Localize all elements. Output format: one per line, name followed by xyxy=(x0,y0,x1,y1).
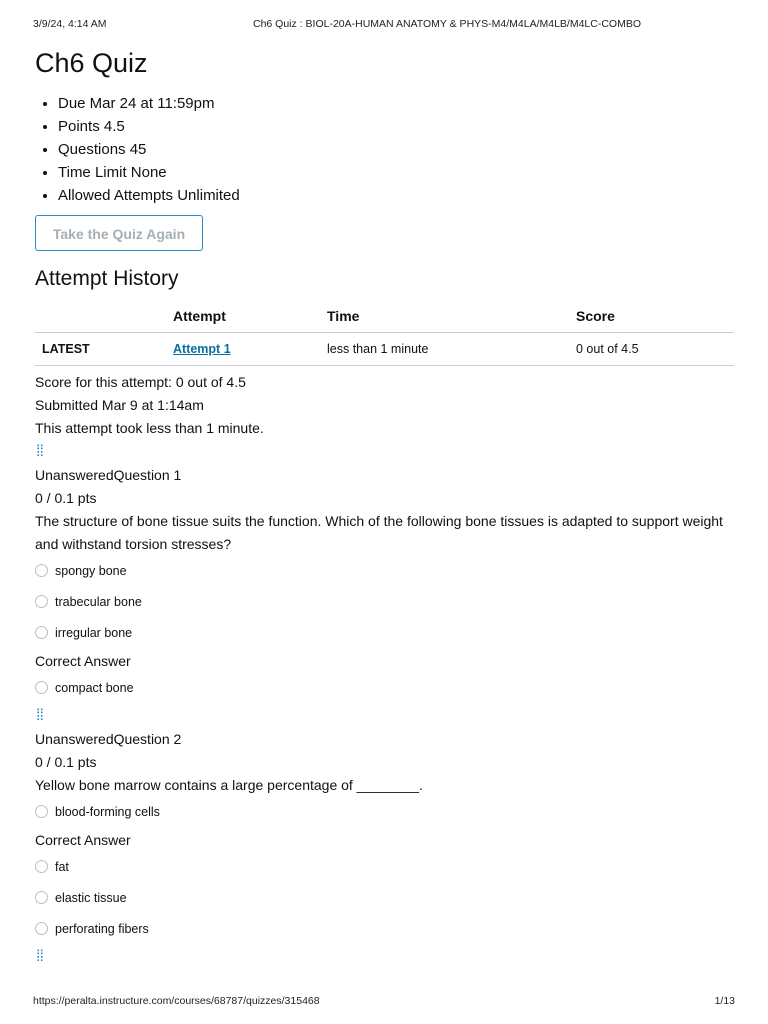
answer-label: irregular bone xyxy=(55,626,133,641)
attempt-score-text: Score for this attempt: 0 out of 4.5 xyxy=(35,374,246,390)
question-1 xyxy=(35,464,735,704)
answer-option[interactable] xyxy=(35,587,735,618)
radio-button-icon[interactable] xyxy=(35,891,48,904)
radio-button-icon[interactable] xyxy=(35,626,48,639)
header-time: Time xyxy=(327,300,576,333)
question-header: UnansweredQuestion 1 xyxy=(35,467,182,483)
radio-button-icon[interactable] xyxy=(35,922,48,935)
score-cell: 0 out of 4.5 xyxy=(576,333,734,366)
correct-answer-label: Correct Answer xyxy=(35,832,131,848)
answer-option[interactable] xyxy=(35,556,735,587)
quiz-details-list xyxy=(35,92,735,207)
answer-label: spongy bone xyxy=(55,564,127,579)
quiz-title: Ch6 Quiz xyxy=(35,48,148,78)
answer-label: fat xyxy=(55,860,69,875)
correct-answer-option[interactable] xyxy=(35,852,735,883)
print-page-number: 1/13 xyxy=(714,995,735,1007)
attempt-history-title: Attempt History xyxy=(35,267,179,290)
table-row xyxy=(35,333,734,366)
answer-label: elastic tissue xyxy=(55,891,127,906)
answer-option[interactable] xyxy=(35,914,735,945)
quiz-detail-attempts: • Allowed Attempts Unlimited xyxy=(58,184,735,207)
header-attempt: Attempt xyxy=(173,300,327,333)
radio-button-icon[interactable] xyxy=(35,595,48,608)
question-header: UnansweredQuestion 2 xyxy=(35,731,182,747)
quiz-detail-points: • Points 4.5 xyxy=(58,115,735,138)
correct-answer-option[interactable] xyxy=(35,673,735,704)
header-score: Score xyxy=(576,300,734,333)
print-datetime: 3/9/24, 4:14 AM xyxy=(33,18,107,30)
attempt-1-link[interactable]: Attempt 1 xyxy=(173,342,231,356)
print-header xyxy=(33,18,735,32)
quiz-detail-questions: • Questions 45 xyxy=(58,138,735,161)
answer-label: compact bone xyxy=(55,681,134,696)
quiz-content xyxy=(35,44,735,969)
take-quiz-again-button[interactable]: Take the Quiz Again xyxy=(35,215,203,251)
answer-option[interactable] xyxy=(35,797,735,828)
question-text: The structure of bone tissue suits the function. Which of the following bone tissues is adapted to support weight and withstand torsion stresses? xyxy=(35,513,723,552)
question-points: 0 / 0.1 pts xyxy=(35,754,97,770)
answer-list xyxy=(35,556,735,704)
answer-list xyxy=(35,797,735,945)
latest-tag: LATEST xyxy=(35,333,173,366)
attempt-submitted-text: Submitted Mar 9 at 1:14am xyxy=(35,397,204,413)
attempt-duration-text: This attempt took less than 1 minute. xyxy=(35,420,264,436)
drag-handle-icon[interactable]: ⁞⁞ xyxy=(36,948,43,965)
answer-option[interactable] xyxy=(35,883,735,914)
question-2 xyxy=(35,728,735,945)
time-cell: less than 1 minute xyxy=(327,333,576,366)
attempt-summary xyxy=(35,371,735,440)
quiz-detail-time-limit: • Time Limit None xyxy=(58,161,735,184)
print-page-title: Ch6 Quiz : BIOL-20A-HUMAN ANATOMY & PHYS-M4/M4LA/M4LB/M4LC-COMBO xyxy=(253,18,642,30)
answer-label: blood-forming cells xyxy=(55,805,160,820)
radio-button-icon[interactable] xyxy=(35,860,48,873)
quiz-detail-due: • Due Mar 24 at 11:59pm xyxy=(58,92,735,115)
drag-handle-icon[interactable]: ⁞⁞ xyxy=(36,443,43,460)
print-footer xyxy=(33,995,735,1009)
answer-label: trabecular bone xyxy=(55,595,142,610)
attempt-history-table xyxy=(35,300,734,366)
attempt-cell xyxy=(173,333,327,366)
radio-button-icon[interactable] xyxy=(35,681,48,694)
print-url: https://peralta.instructure.com/courses/68787/quizzes/315468 xyxy=(33,995,320,1007)
drag-handle-icon[interactable]: ⁞⁞ xyxy=(36,707,43,724)
question-text: Yellow bone marrow contains a large percentage of ________. xyxy=(35,777,423,793)
question-points: 0 / 0.1 pts xyxy=(35,490,97,506)
radio-button-icon[interactable] xyxy=(35,564,48,577)
correct-answer-label: Correct Answer xyxy=(35,653,131,669)
radio-button-icon[interactable] xyxy=(35,805,48,818)
answer-option[interactable] xyxy=(35,618,735,649)
attempt-table-header-row xyxy=(35,300,734,333)
header-blank xyxy=(35,300,173,333)
answer-label: perforating fibers xyxy=(55,922,149,937)
